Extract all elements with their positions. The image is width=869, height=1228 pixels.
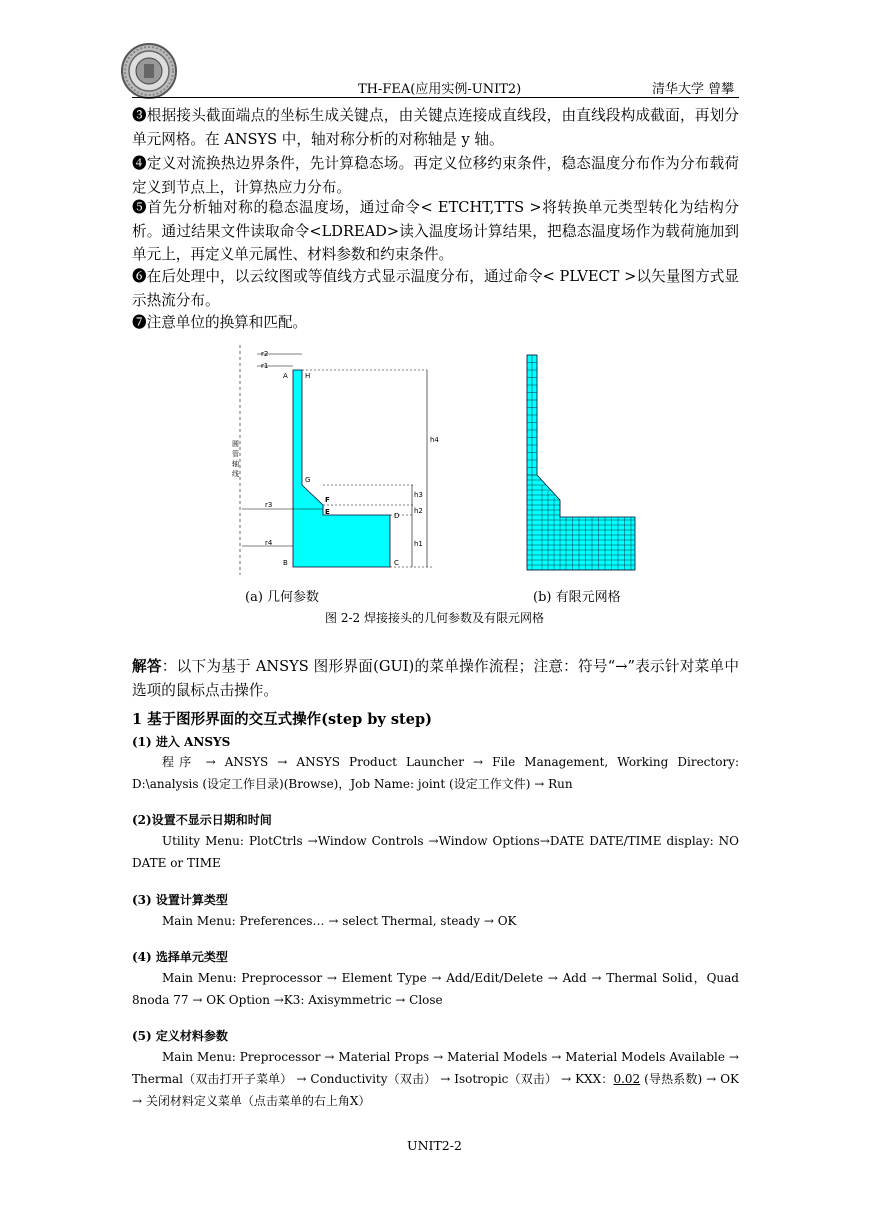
note-3: ❸根据接头截面端点的坐标生成关键点，由关键点连接成直线段，由直线段构成截面，再划分单元网格。在 ANSYS 中，轴对称分析的对称轴是 y 轴。 bbox=[132, 107, 739, 148]
axis-label-3: 轴 bbox=[232, 460, 239, 468]
label-B: B bbox=[283, 559, 288, 567]
section-1-heading: 1 基于图形界面的交互式操作(step by step) bbox=[132, 711, 432, 728]
label-r2: r2 bbox=[261, 350, 269, 358]
label-A: A bbox=[283, 372, 288, 380]
kxx-value: 0.02 bbox=[613, 1072, 641, 1086]
caption-a: (a) 几何参数 bbox=[245, 590, 320, 605]
mesh-shape bbox=[527, 355, 635, 570]
header-title: TH-FEA(应用实例-UNIT2) bbox=[358, 82, 522, 97]
label-r3: r3 bbox=[265, 501, 273, 509]
page-footer: UNIT2-2 bbox=[407, 1138, 462, 1153]
step-5-body bbox=[132, 1046, 739, 1112]
step-1-body: 程序 → ANSYS → ANSYS Product Launcher → File Management, Working Directory: D:\analysis (设定工作目录)(Browse)，Job Name: joint (设定工作文件) → Run bbox=[132, 755, 739, 791]
label-G: G bbox=[305, 476, 311, 484]
step-5-text-after: (导热系数) → OK → 关闭材料定义菜单（点击菜单的右上角X） bbox=[132, 1072, 739, 1108]
label-r4: r4 bbox=[265, 539, 273, 547]
axis-label-4: 线 bbox=[232, 470, 239, 478]
note-6: ❻在后处理中，以云纹图或等值线方式显示温度分布，通过命令< PLVECT >以矢量图方式显示热流分布。 bbox=[132, 268, 739, 309]
note-7: ❼注意单位的换算和匹配。 bbox=[132, 314, 308, 331]
solution-text: ：以下为基于 ANSYS 图形界面(GUI)的菜单操作流程；注意：符号“→”表示针对菜单中选项的鼠标点击操作。 bbox=[132, 658, 739, 699]
label-h1: h1 bbox=[414, 540, 423, 548]
step-2-title: (2)设置不显示日期和时间 bbox=[132, 813, 272, 827]
label-r1: r1 bbox=[261, 362, 269, 370]
label-h2: h2 bbox=[414, 507, 423, 515]
label-C: C bbox=[394, 559, 399, 567]
step-3-body: Main Menu: Preferences… → select Thermal, steady → OK bbox=[162, 914, 517, 928]
label-h3: h3 bbox=[414, 491, 423, 499]
step-2-body: Utility Menu: PlotCtrls →Window Controls →Window Options→DATE DATE/TIME display: NO DATE or TIME bbox=[132, 834, 739, 870]
axis-label-1: 圆 bbox=[232, 440, 239, 448]
university-seal-logo bbox=[120, 42, 178, 100]
figure-title: 图 2-2 焊接接头的几何参数及有限元网格 bbox=[325, 611, 544, 625]
label-h4: h4 bbox=[430, 436, 439, 444]
label-F: F bbox=[325, 496, 330, 504]
step-4-body: Main Menu: Preprocessor → Element Type → Add/Edit/Delete → Add → Thermal Solid，Quad 8noda 77 → OK Option →K3: Axisymmetric → Close bbox=[132, 971, 739, 1007]
axis-label-2: 管 bbox=[232, 450, 239, 458]
solution-lead: 解答 bbox=[132, 658, 162, 675]
step-1-title: (1) 进入 ANSYS bbox=[132, 735, 231, 749]
step-4-title: (4) 选择单元类型 bbox=[132, 950, 228, 964]
note-5: ❺首先分析轴对称的稳态温度场，通过命令< ETCHT,TTS >将转换单元类型转化为结构分析。通过结果文件读取命令<LDREAD>读入温度场计算结果，把稳态温度场作为载荷施加到单元上，再定义单元属性、材料参数和约束条件。 bbox=[132, 199, 739, 263]
caption-b: (b) 有限元网格 bbox=[533, 590, 621, 605]
step-5-title: (5) 定义材料参数 bbox=[132, 1029, 228, 1043]
solution-intro bbox=[132, 655, 739, 702]
label-D: D bbox=[394, 512, 400, 520]
header-rule bbox=[132, 97, 739, 98]
label-E: E bbox=[325, 508, 330, 516]
mesh-figure bbox=[525, 350, 640, 575]
step-5-text-before: Main Menu: Preprocessor → Material Props → Material Models → Material Models Available → Thermal（双击打开子菜单） → Conductivity（双击） → Isotropic（双击） → KXX： bbox=[132, 1050, 739, 1086]
label-H: H bbox=[305, 372, 311, 380]
step-3-title: (3) 设置计算类型 bbox=[132, 893, 228, 907]
geometry-figure bbox=[232, 340, 442, 580]
header-author: 清华大学 曾攀 bbox=[652, 82, 735, 97]
note-4: ❹定义对流换热边界条件，先计算稳态场。再定义位移约束条件，稳态温度分布作为分布载荷定义到节点上，计算热应力分布。 bbox=[132, 155, 739, 196]
